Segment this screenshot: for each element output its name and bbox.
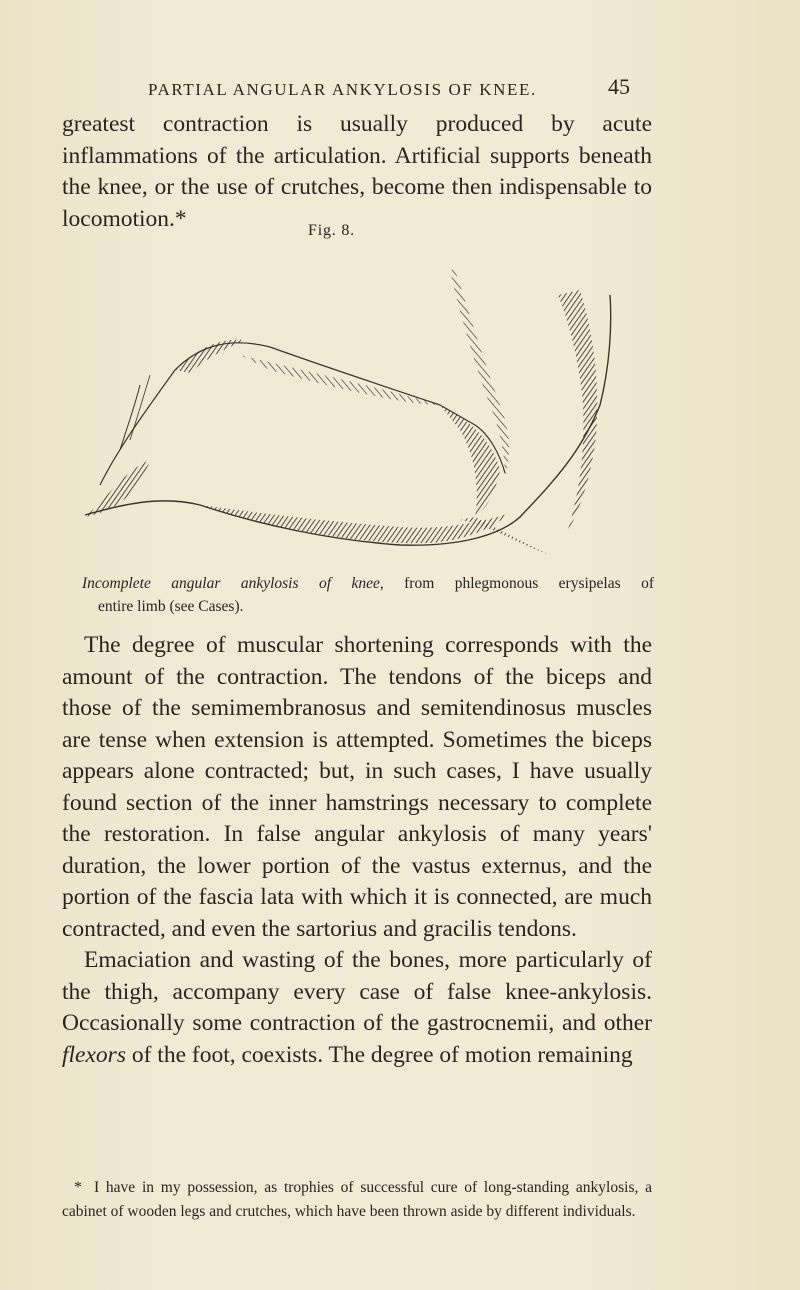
caption-rest: from phlegmonous erysipelas of	[404, 575, 654, 592]
caption-first-line	[82, 572, 654, 595]
paragraph-2	[62, 630, 652, 945]
figure-label: Fig. 8.	[308, 222, 355, 239]
caption-italic: Incomplete angular ankylosis of knee,	[82, 575, 384, 592]
paragraph-3	[62, 945, 652, 1071]
caption-continuation: entire limb (see Cases).	[98, 598, 244, 615]
paragraph-2-text: The degree of muscular shortening corresponds with the amount of the contraction. The tendons of the biceps and those of the semimembranosus and semitendinosus muscles are tense when extension is attempted. Sometimes the biceps appears alone contracted; but, in such cases, I have usually found section of the inner hamstrings necessary to complete the restoration. In false angular ankylosis of many years' duration, the lower portion of the vastus externus, and the portion of the fascia lata with which it is connected, are much contracted, and even the sartorius and gracilis tendons.	[62, 632, 652, 942]
knee-ankylosis-illustration	[80, 255, 640, 560]
paragraph-3-italic: flexors	[62, 1041, 126, 1068]
body-text	[62, 630, 652, 1071]
figure-caption	[82, 572, 654, 618]
footnote	[62, 1176, 652, 1224]
paragraph-1-text: greatest contraction is usually produced by acute inflammations of the articulation. Artificial supports beneath the knee, or the use of crutches, become then indispensable to locomotion.*	[62, 111, 652, 232]
paragraph-3-start: Emaciation and wasting of the bones, more particularly of the thigh, accompany every case of false knee-ankylosis. Occasionally some contraction of the gastrocnemii, and other	[62, 947, 652, 1036]
running-head: PARTIAL ANGULAR ANKYLOSIS OF KNEE.	[148, 80, 537, 99]
paragraph-3-end: of the foot, coexists. The degree of motion remaining	[131, 1041, 633, 1068]
footnote-text: I have in my possession, as trophies of successful cure of long-standing ankylosis, a cabinet of wooden legs and crutches, which have been thrown aside by different individuals.	[62, 1179, 652, 1220]
paragraph-1	[62, 109, 652, 235]
page-number: 45	[608, 74, 630, 99]
footnote-marker: *	[74, 1179, 82, 1196]
